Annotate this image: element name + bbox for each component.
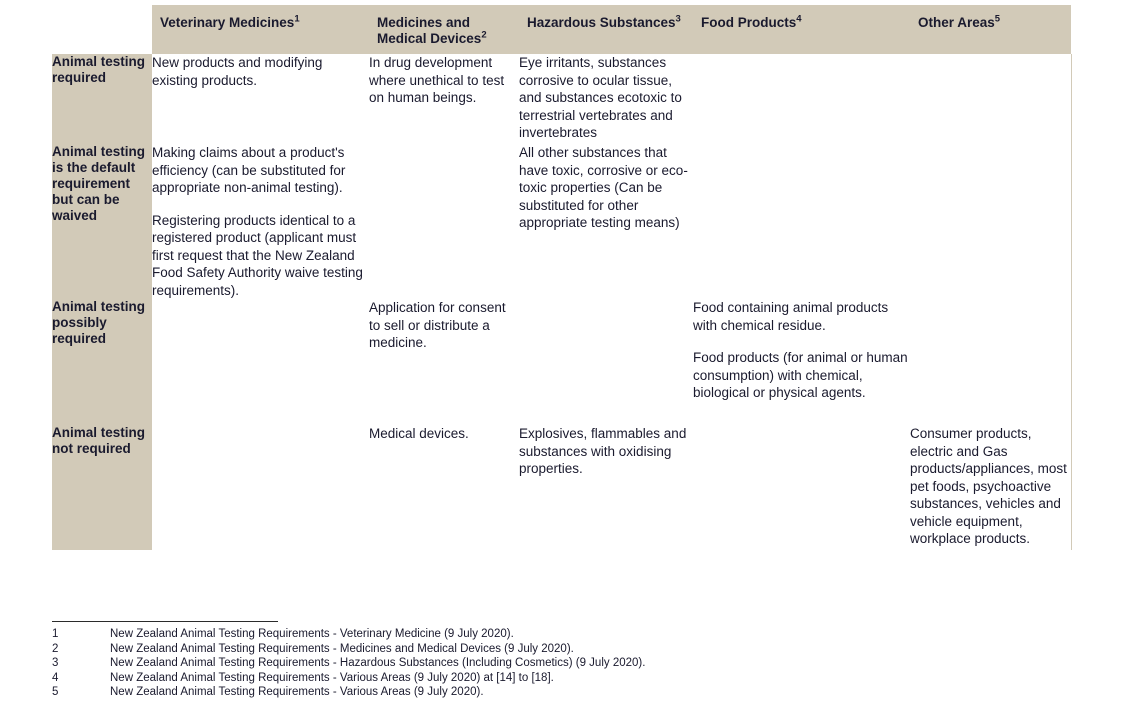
animal-testing-requirements-table [52, 5, 1072, 550]
cell-paragraph: Registering products identical to a registered product (applicant must first request that the New Zealand Food Safety Authority waive testing requirements). [152, 212, 363, 298]
cell-default-food-products [693, 144, 910, 299]
cell-possibly-hazardous-substances [519, 299, 693, 425]
column-header-label: Medicines and Medical Devices [377, 15, 482, 46]
cell-paragraph: Food products (for animal or human consumption) with chemical, biological or physical agents. [693, 350, 908, 400]
footnote-marker-1: 1 [294, 13, 300, 25]
footnote-number: 3 [52, 657, 59, 669]
cell-possibly-food-products [693, 299, 910, 425]
cell-default-other-areas [910, 144, 1071, 299]
row-label-animal-testing-possibly-required: Animal testing possibly required [52, 299, 152, 425]
cell-required-veterinary-medicines: New products and modifying existing products. [152, 54, 369, 144]
table-header-row [52, 5, 1071, 54]
footnote-item [52, 685, 1082, 700]
cell-not-required-medicines-and-medical-devices: Medical devices. [369, 425, 519, 550]
row-label-animal-testing-required: Animal testing required [52, 54, 152, 144]
cell-not-required-other-areas: Consumer products, electric and Gas products/appliances, most pet foods, psychoactive substances, vehicles and vehicle equipment, workplace products. [910, 425, 1071, 550]
cell-default-medicines-and-medical-devices [369, 144, 519, 299]
table-header [52, 5, 1071, 54]
footnote-marker-4: 4 [796, 13, 802, 25]
footnote-text: New Zealand Animal Testing Requirements - Various Areas (9 July 2020) at [14] to [18]. [110, 671, 554, 684]
cell-required-hazardous-substances: Eye irritants, substances corrosive to ocular tissue, and substances ecotoxic to terrestrial vertebrates and invertebrates [519, 54, 693, 144]
column-header-blank [52, 5, 152, 54]
column-header-label: Food Products [701, 15, 797, 30]
row-label-animal-testing-default-but-waivable: Animal testing is the default requirement but can be waived [52, 144, 152, 299]
footnote-number: 2 [52, 642, 59, 655]
footnote-number: 1 [52, 628, 59, 640]
row-label-animal-testing-not-required: Animal testing not required [52, 425, 152, 550]
cell-required-medicines-and-medical-devices: In drug development where unethical to test on human beings. [369, 54, 519, 144]
cell-not-required-veterinary-medicines [152, 425, 369, 550]
table-row [52, 54, 1071, 144]
footnote-item [52, 656, 1082, 671]
column-header-veterinary-medicines [152, 5, 369, 54]
cell-required-other-areas [910, 54, 1071, 144]
footnote-item [52, 671, 1082, 686]
table-row [52, 144, 1071, 299]
footnote-item [52, 642, 1082, 657]
cell-default-veterinary-medicines [152, 144, 369, 299]
footnote-separator-rule [52, 621, 278, 622]
cell-possibly-medicines-and-medical-devices: Application for consent to sell or distribute a medicine. [369, 299, 519, 425]
footnote-marker-5: 5 [994, 13, 1001, 25]
footnote-marker-2: 2 [481, 29, 487, 40]
column-header-other-areas [910, 5, 1071, 54]
footnote-text: New Zealand Animal Testing Requirements - Medicines and Medical Devices (9 July 2020). [110, 642, 574, 655]
column-header-medicines-and-medical-devices [369, 5, 519, 54]
column-header-label: Hazardous Substances [527, 15, 676, 30]
cell-default-hazardous-substances: All other substances that have toxic, corrosive or eco-toxic properties (Can be substituted for other appropriate testing means) [519, 144, 693, 299]
cell-not-required-hazardous-substances: Explosives, flammables and substances with oxidising properties. [519, 425, 693, 550]
footnote-list [52, 627, 1082, 700]
cell-possibly-veterinary-medicines [152, 299, 369, 425]
cell-not-required-food-products [693, 425, 910, 550]
footnote-item [52, 627, 1082, 642]
footnote-text: New Zealand Animal Testing Requirements - Veterinary Medicine (9 July 2020). [110, 628, 514, 640]
cell-possibly-other-areas [910, 299, 1071, 425]
footnote-text: New Zealand Animal Testing Requirements - Hazardous Substances (Including Cosmetics) (9 July 2020). [110, 657, 646, 669]
table-body [52, 54, 1071, 550]
table-row [52, 299, 1071, 425]
cell-paragraph: Making claims about a product's efficiency (can be substituted for appropriate non-animal testing). [152, 145, 346, 195]
column-header-hazardous-substances [519, 5, 693, 54]
column-header-food-products [693, 5, 910, 54]
footnote-number: 5 [52, 686, 59, 698]
column-header-label: Veterinary Medicines [160, 15, 295, 30]
footnote-number: 4 [52, 671, 59, 684]
cell-paragraph: Food containing animal products with chemical residue. [693, 300, 889, 333]
cell-required-food-products [693, 54, 910, 144]
footnote-text: New Zealand Animal Testing Requirements - Various Areas (9 July 2020). [110, 686, 484, 698]
column-header-label: Other Areas [918, 15, 995, 30]
table-row [52, 425, 1071, 550]
footnote-marker-3: 3 [675, 13, 681, 25]
